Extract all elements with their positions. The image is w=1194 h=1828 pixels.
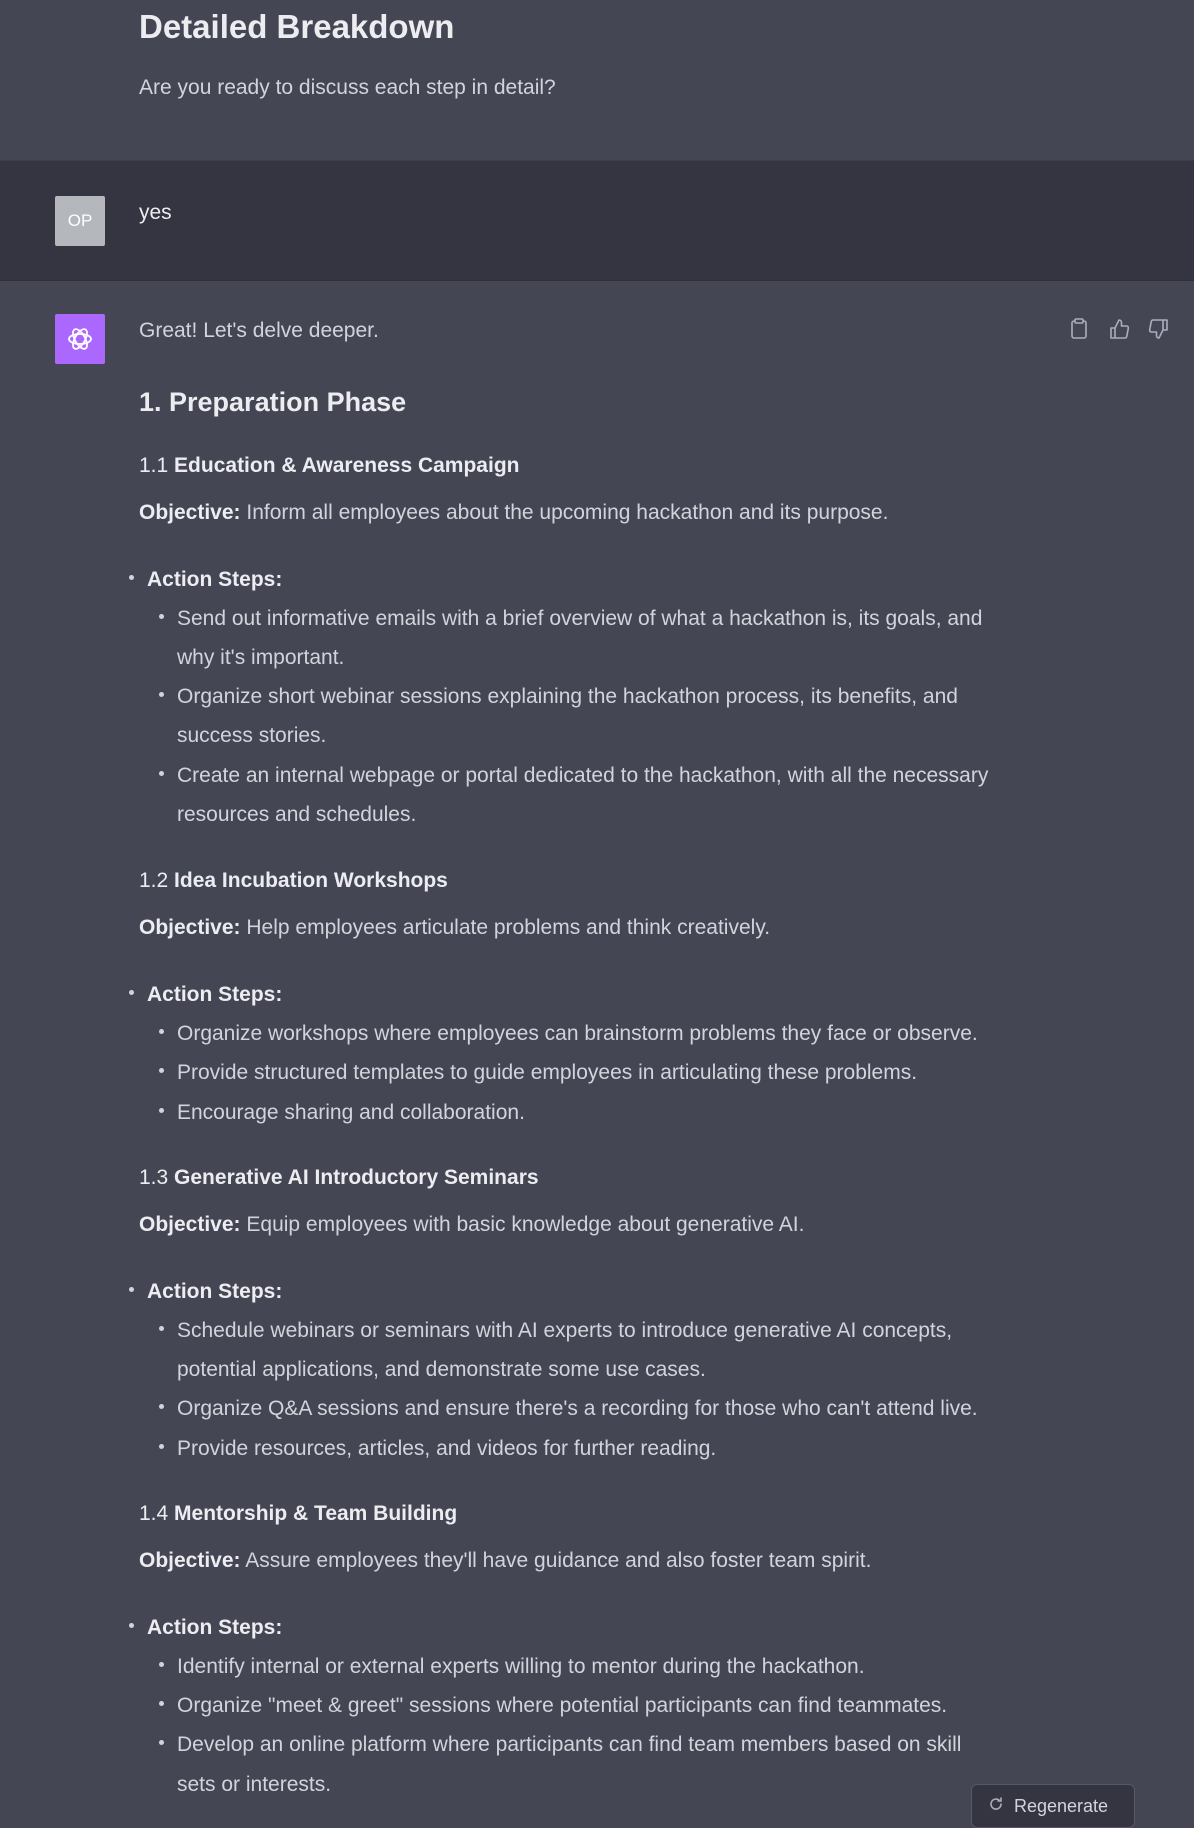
action-steps-label: Action Steps:	[147, 1280, 283, 1303]
user-message-text: yes	[139, 201, 172, 224]
action-steps-label: Action Steps:	[147, 568, 283, 591]
intro-text: Great! Let's delve deeper.	[139, 319, 379, 342]
list-item: potential applications, and demonstrate some use cases.	[177, 1358, 706, 1381]
list-item: Encourage sharing and collaboration.	[177, 1101, 525, 1124]
phase-title: 1. Preparation Phase	[139, 387, 407, 417]
list-item: Organize short webinar sessions explaining the hackathon process, its benefits, and	[177, 685, 958, 708]
list-item: Organize "meet & greet" sessions where potential participants can find teammates.	[177, 1694, 948, 1717]
list-item: resources and schedules.	[177, 803, 417, 826]
objective-text: Objective: Assure employees they'll have guidance and also foster team spirit.	[139, 1549, 872, 1572]
list-item: Send out informative emails with a brief overview of what a hackathon is, its goals, and	[177, 607, 983, 630]
assistant-message	[0, 281, 1194, 1814]
clipboard-icon[interactable]	[1068, 317, 1090, 341]
list-item: success stories.	[177, 724, 327, 747]
list-item: sets or interests.	[177, 1773, 332, 1796]
avatar: OP	[55, 196, 105, 246]
list-item: Schedule webinars or seminars with AI experts to introduce generative AI concepts,	[177, 1319, 953, 1342]
message-actions	[1068, 317, 1170, 341]
objective-text: Objective: Equip employees with basic knowledge about generative AI.	[139, 1213, 805, 1236]
list-item: Organize workshops where employees can brainstorm problems they face or observe.	[177, 1022, 978, 1045]
assistant-logo-icon	[55, 314, 105, 364]
section-heading: 1.1 Education & Awareness Campaign	[139, 454, 520, 477]
thumbs-up-icon[interactable]	[1108, 317, 1130, 341]
objective-text: Objective: Inform all employees about the upcoming hackathon and its purpose.	[139, 501, 889, 524]
action-steps-label: Action Steps:	[147, 983, 283, 1006]
list-item: Create an internal webpage or portal dedicated to the hackathon, with all the necessary	[177, 764, 989, 787]
list-item: Identify internal or external experts willing to mentor during the hackathon.	[177, 1655, 865, 1678]
regenerate-label: Regenerate	[1014, 1795, 1109, 1816]
list-item: Develop an online platform where participants can find team members based on skill	[177, 1733, 962, 1756]
list-item: Organize Q&A sessions and ensure there's a recording for those who can't attend live.	[177, 1397, 978, 1420]
section-heading: Detailed Breakdown	[139, 8, 455, 45]
list-item: Provide resources, articles, and videos for further reading.	[177, 1437, 717, 1460]
regenerate-button[interactable]	[971, 1784, 1135, 1828]
thumbs-down-icon[interactable]	[1148, 317, 1170, 341]
list-item: Provide structured templates to guide employees in articulating these problems.	[177, 1061, 918, 1084]
list-item: why it's important.	[177, 646, 345, 669]
question-text: Are you ready to discuss each step in detail?	[139, 76, 556, 99]
refresh-icon	[988, 1796, 1004, 1817]
user-message	[0, 161, 1194, 281]
previous-message	[0, 0, 1194, 161]
objective-text: Objective: Help employees articulate problems and think creatively.	[139, 916, 771, 939]
section-heading: 1.3 Generative AI Introductory Seminars	[139, 1166, 539, 1189]
section-heading: 1.2 Idea Incubation Workshops	[139, 869, 448, 892]
section-heading: 1.4 Mentorship & Team Building	[139, 1502, 458, 1525]
action-steps-label: Action Steps:	[147, 1616, 283, 1639]
